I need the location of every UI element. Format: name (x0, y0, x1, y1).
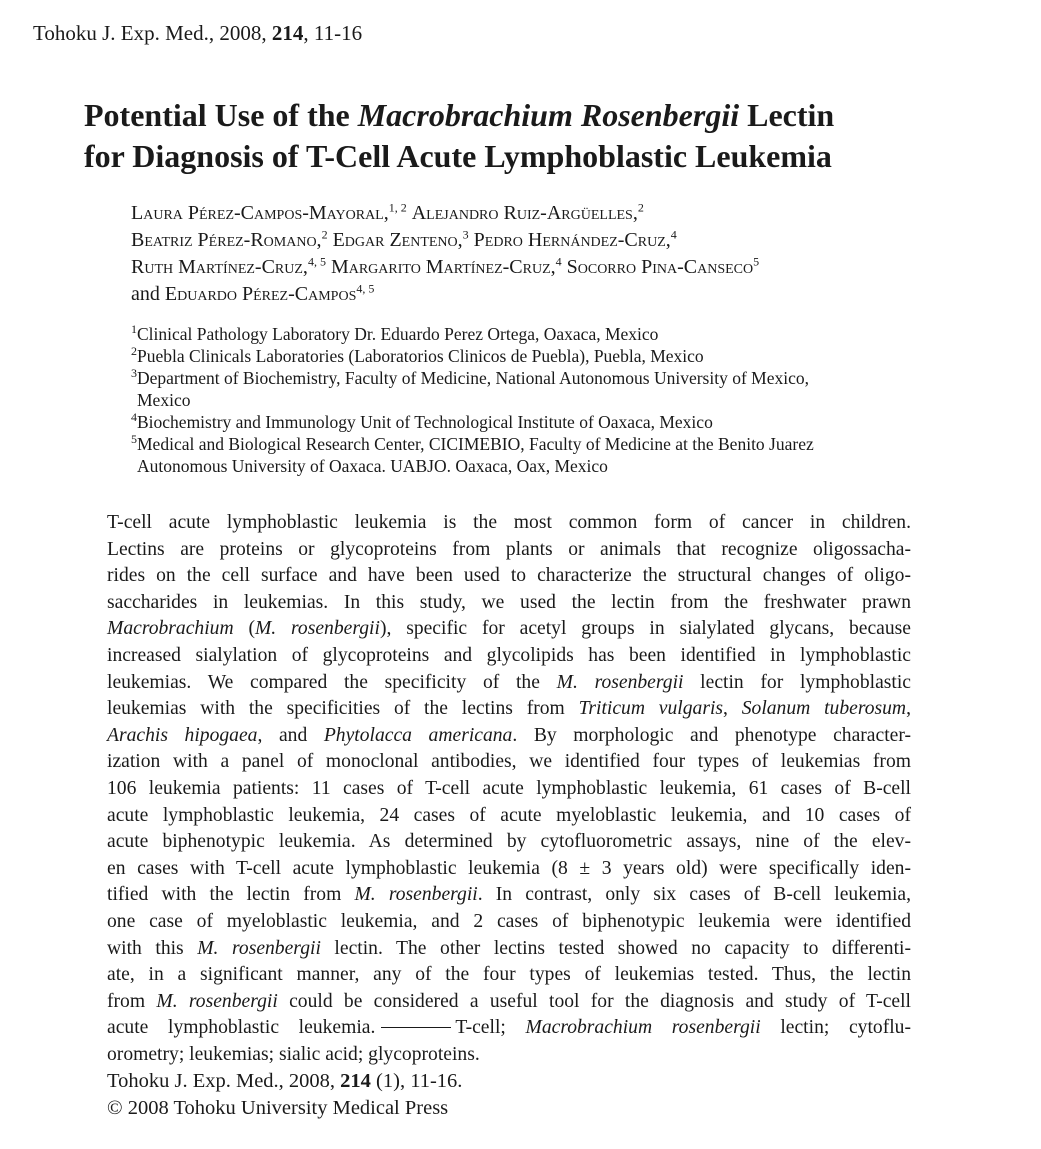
affiliation-item (131, 323, 931, 345)
abstract-text: could be considered a useful tool for the diagnosis and study of T-cell (277, 990, 911, 1012)
author-name: Ruth Martínez-Cruz, (131, 256, 308, 278)
species-name: Solanum tuberosum (741, 698, 907, 720)
species-name: Arachis hipogaea (107, 724, 258, 746)
title-species: Macrobrachium Rosenbergii (357, 97, 740, 133)
abstract-text: . In contrast, only six cases of B-cell leukemia, (477, 884, 911, 906)
abstract-text: leukemias with the specificities of the lectins from (107, 698, 579, 720)
author-name: Laura Pérez-Campos-Mayoral, (131, 202, 389, 224)
species-name: M. rosenbergii (156, 990, 278, 1012)
author-line (131, 200, 991, 227)
affiliation-continuation: Mexico (137, 390, 191, 410)
abstract-line: ization with a panel of monoclonal antibodies, we identified four types of leukemias from (107, 751, 911, 773)
abstract-line: Lectins are proteins or glycoproteins from plants or animals that recognize oligossacha- (107, 538, 911, 560)
abstract-text: tified with the lectin from (107, 884, 355, 906)
abstract-line (107, 696, 911, 723)
author-list (131, 200, 991, 308)
author-affil-sup: 1, 2 (388, 200, 407, 215)
citation-line (107, 1068, 462, 1095)
author-name: Pedro Hernández-Cruz, (473, 229, 671, 251)
affiliation-number: 5 (131, 432, 137, 447)
affiliation-number: 4 (131, 410, 137, 425)
abstract-text: lectin for lymphoblastic (683, 671, 911, 693)
abstract-text: lectin. The other lectins tested showed no capacity to differenti- (320, 937, 911, 959)
header-pages: , 11-16 (303, 21, 363, 45)
abstract-line (107, 1015, 911, 1042)
affiliation-item (131, 345, 931, 367)
species-name: M. rosenbergii (354, 884, 478, 906)
abstract-text: acute lymphoblastic leukemia. (107, 1017, 376, 1039)
abstract-line (107, 882, 911, 909)
affiliation-text: Biochemistry and Immunology Unit of Technological Institute of Oaxaca, Mexico (137, 412, 713, 432)
abstract-line: 106 leukemia patients: 11 cases of T-cell acute lymphoblastic leukemia, 61 cases of B-cell (107, 777, 911, 799)
author-line (131, 227, 991, 254)
author-affil-sup: 3 (462, 227, 469, 242)
author-affil-sup: 2 (637, 200, 644, 215)
abstract-text: leukemias. We compared the specificity of the (107, 671, 557, 693)
abstract-line (107, 723, 911, 750)
title-line-2: for Diagnosis of T-Cell Acute Lymphoblastic Leukemia (84, 138, 832, 174)
citation-block (107, 1068, 462, 1122)
author-name: Alejandro Ruiz-Argüelles, (411, 202, 638, 224)
running-header (33, 18, 362, 48)
abstract-line (107, 616, 911, 643)
author-name: Beatriz Pérez-Romano, (131, 229, 322, 251)
affiliation-number: 2 (131, 344, 137, 359)
header-journal: Tohoku J. Exp. Med., 2008, (33, 21, 272, 45)
abstract-text: ), specific for acetyl groups in sialylated glycans, because (379, 618, 911, 640)
affiliation-item (131, 411, 931, 433)
abstract-line: ate, in a significant manner, any of the four types of leukemias tested. Thus, the lectin (107, 964, 911, 986)
abstract-line: saccharides in leukemias. In this study, we used the lectin from the freshwater prawn (107, 591, 911, 613)
author-affil-sup: 4 (670, 227, 677, 242)
species-name: Macrobrachium (107, 618, 234, 640)
affiliation-number: 1 (131, 322, 137, 337)
abstract-line (107, 936, 911, 963)
abstract-line: orometry; leukemias; sialic acid; glycoproteins. (107, 1043, 480, 1065)
affiliation-text: Department of Biochemistry, Faculty of Medicine, National Autonomous University of Mexico, (137, 368, 809, 388)
affiliation-text: Medical and Biological Research Center, CICIMEBIO, Faculty of Medicine at the Benito Juarez (137, 434, 814, 454)
keywords-text: lectin; cytoflu- (760, 1017, 911, 1039)
species-name: Macrobrachium rosenbergii (525, 1017, 761, 1039)
author-line (131, 254, 991, 281)
title-line-1 (84, 95, 984, 136)
author-affil-sup: 4, 5 (356, 281, 375, 296)
author-line (131, 281, 991, 308)
abstract-line: rides on the cell surface and have been used to characterize the structural changes of oligo- (107, 565, 911, 587)
species-name: Phytolacca americana (323, 724, 513, 746)
author-affil-sup: 4, 5 (307, 254, 326, 269)
article-title (84, 95, 984, 177)
abstract-line: acute biphenotypic leukemia. As determined by cytofluorometric assays, nine of the elev- (107, 831, 911, 853)
author-name: Eduardo Pérez-Campos (164, 283, 357, 305)
affiliation-item (131, 433, 931, 455)
author-affil-sup: 4 (555, 254, 562, 269)
affiliation-text: Puebla Clinicals Laboratories (Laboratorios Clinicos de Puebla), Puebla, Mexico (137, 346, 704, 366)
author-affil-sup: 5 (753, 254, 760, 269)
keywords-text: T-cell; (455, 1017, 526, 1039)
header-volume: 214 (271, 21, 304, 45)
abstract-text: . By morphologic and phenotype character- (512, 724, 911, 746)
affiliation-text: Clinical Pathology Laboratory Dr. Eduardo Perez Ortega, Oaxaca, Mexico (137, 324, 659, 344)
abstract-line: increased sialylation of glycoproteins and glycolipids has been identified in lymphoblastic (107, 644, 911, 666)
author-name: Margarito Martínez-Cruz, (330, 256, 556, 278)
affiliation-list (131, 323, 931, 477)
citation-journal: Tohoku J. Exp. Med., 2008, (107, 1070, 341, 1092)
abstract-text: , (906, 698, 911, 720)
author-name: Socorro Pina-Canseco (566, 256, 754, 278)
abstract-line: one case of myeloblastic leukemia, and 2 cases of biphenotypic leukemia were identified (107, 910, 911, 932)
abstract-line: acute lymphoblastic leukemia, 24 cases of acute myeloblastic leukemia, and 10 cases of (107, 804, 911, 826)
title-text: Potential Use of the (84, 97, 358, 133)
abstract-line: T-cell acute lymphoblastic leukemia is the most common form of cancer in children. (107, 512, 911, 533)
author-name: Edgar Zenteno, (332, 229, 463, 251)
author-affil-sup: 2 (321, 227, 328, 242)
abstract (107, 510, 911, 1068)
species-name: M. rosenbergii (197, 937, 321, 959)
abstract-line (107, 989, 911, 1016)
author-conjunction: and (131, 283, 165, 305)
keywords-dash (381, 1027, 451, 1028)
citation-pages: (1), 11-16. (370, 1070, 463, 1092)
abstract-line: en cases with T-cell acute lymphoblastic leukemia (8 ± 3 years old) were specifically iden- (107, 857, 911, 879)
affiliation-number: 3 (131, 366, 137, 381)
affiliation-item (131, 367, 931, 389)
abstract-line (107, 670, 911, 697)
species-name: M. rosenbergii (254, 618, 380, 640)
affiliation-continuation: Autonomous University of Oaxaca. UABJO. Oaxaca, Oax, Mexico (137, 456, 608, 476)
copyright-line: © 2008 Tohoku University Medical Press (107, 1097, 449, 1119)
abstract-text: from (107, 990, 157, 1012)
citation-volume: 214 (340, 1070, 371, 1092)
species-name: Triticum vulgaris (578, 698, 724, 720)
abstract-text: with this (107, 937, 198, 959)
species-name: M. rosenbergii (556, 671, 684, 693)
abstract-text: , (723, 698, 742, 720)
title-text: Lectin (739, 97, 835, 133)
abstract-text: ( (233, 618, 255, 640)
abstract-text: , and (257, 724, 324, 746)
